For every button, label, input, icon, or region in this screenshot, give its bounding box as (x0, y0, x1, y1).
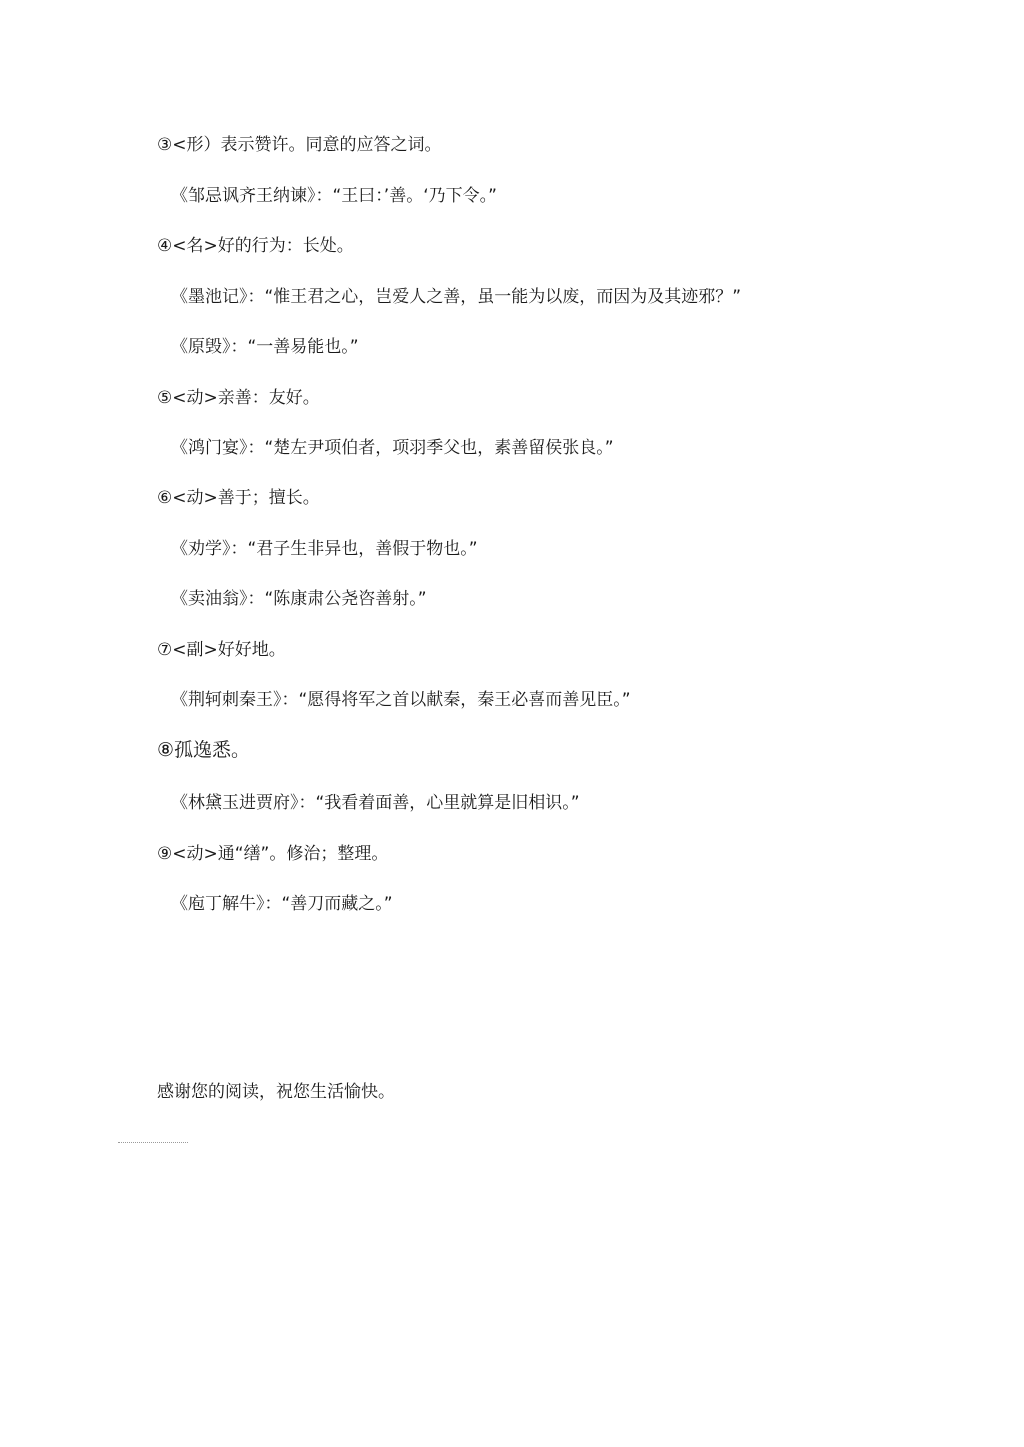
sense-9: ⑨<动>通“缮”。修治；整理。 (157, 844, 389, 864)
footnote-rule (118, 1142, 188, 1143)
quote-hongmenyan: 《鸿门宴》：“楚左尹项伯者，项羽季父也，素善留侯张良。” (171, 438, 614, 458)
quote-mochiji: 《墨池记》：“惟王君之心，岂爱人之善，虽一能为以废，而因为及其迹邪？” (171, 287, 742, 307)
quote-quanxue: 《劝学》：“君子生非异也，善假于物也。” (171, 539, 478, 559)
sense-4: ④<名>好的行为：长处。 (157, 236, 354, 256)
quote-lindaiyu: 《林黛玉进贾府》：“我看着面善，心里就算是旧相识。” (171, 793, 580, 813)
sense-6: ⑥<动>善于；擅长。 (157, 488, 320, 508)
quote-maiyouweng: 《卖油翁》：“陈康肃公尧咨善射。” (171, 589, 427, 609)
sense-7: ⑦<副>好好地。 (157, 640, 286, 660)
quote-paoding: 《庖丁解牛》：“善刀而藏之。” (171, 894, 393, 914)
quote-jingke: 《荆轲刺秦王》：“愿得将军之首以献秦，秦王必喜而善见臣。” (171, 690, 631, 710)
quote-zouji: 《邹忌讽齐王纳谏》：“王曰：’善。‘乃下令。” (171, 186, 497, 206)
sense-3: ③<形）表示赞许。同意的应答之词。 (157, 135, 442, 155)
sense-5: ⑤<动>亲善：友好。 (157, 388, 320, 408)
quote-yuanhui: 《原毁》：“一善易能也。” (171, 337, 359, 357)
closing-message: 感谢您的阅读，祝您生活愉快。 (157, 1082, 395, 1102)
sense-8: ⑧孤逸悉。 (157, 739, 251, 761)
